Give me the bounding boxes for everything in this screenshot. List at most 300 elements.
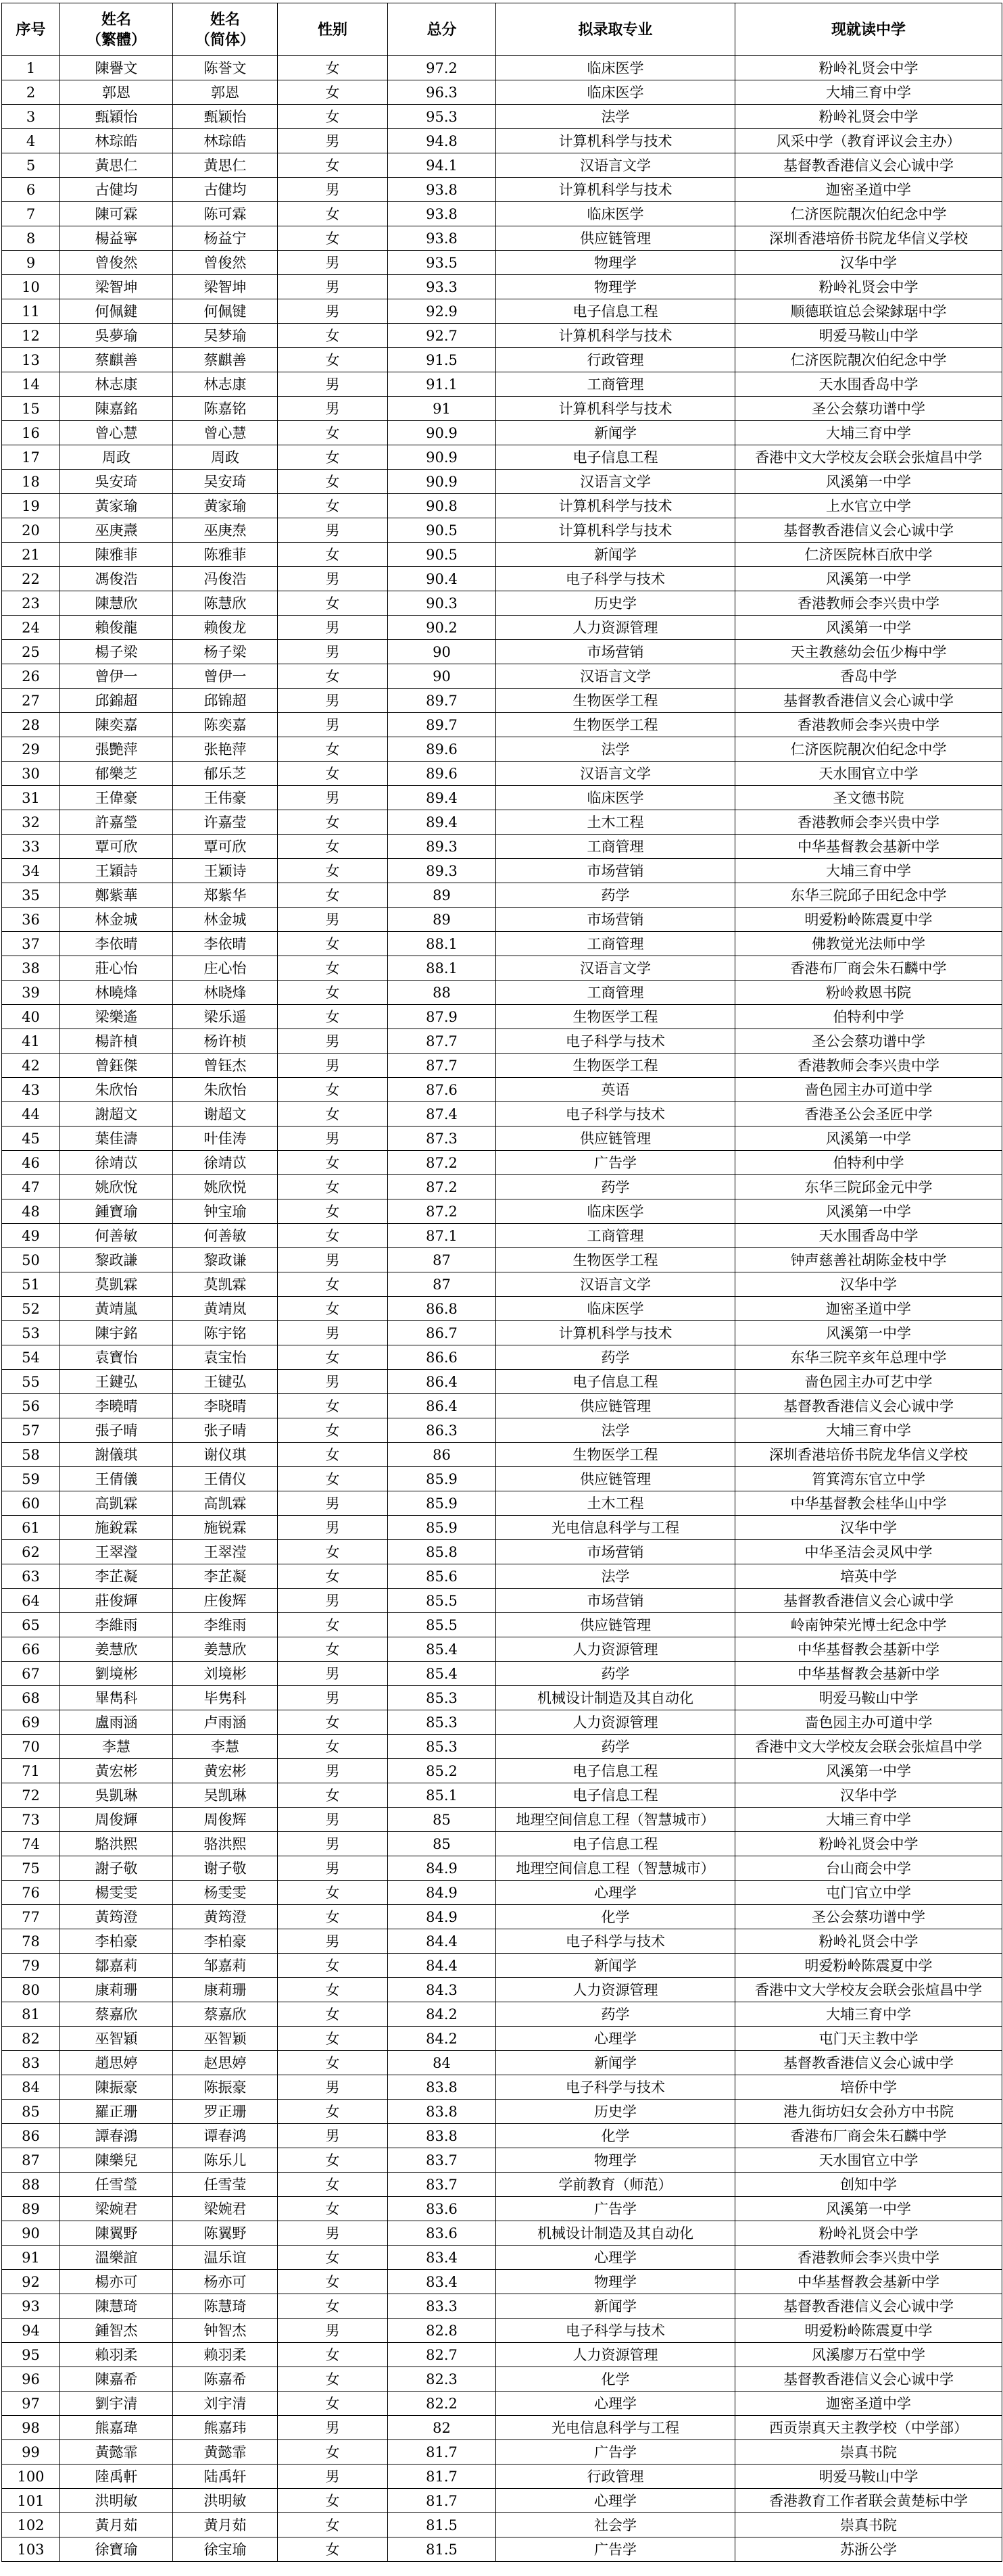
cell-school: 仁济医院靚次伯纪念中学 [735,202,1002,226]
cell-school: 香港中文大学校友会联会张煊昌中学 [735,445,1002,470]
table-row [2,421,1002,445]
cell-school: 风溪第一中学 [735,2197,1002,2221]
cell-gender: 女 [278,2367,388,2392]
cell-index: 93 [2,2294,60,2319]
cell-index: 29 [2,737,60,762]
cell-major: 汉语言文学 [496,470,735,494]
cell-school: 深圳香港培侨书院龙华信义学校 [735,1443,1002,1467]
cell-name-simplified: 甄颖怡 [173,105,278,129]
cell-name-traditional: 徐靖苡 [60,1151,173,1175]
cell-score: 90.9 [388,421,496,445]
cell-major: 市场营销 [496,640,735,664]
cell-gender: 男 [278,2075,388,2100]
cell-name-traditional: 朱欣怡 [60,1078,173,1102]
cell-name-simplified: 钟智杰 [173,2319,278,2343]
cell-index: 91 [2,2246,60,2270]
cell-index: 8 [2,226,60,251]
cell-major: 物理学 [496,2148,735,2173]
cell-name-traditional: 陳樂兒 [60,2148,173,2173]
cell-index: 46 [2,1151,60,1175]
cell-score: 83.8 [388,2124,496,2148]
cell-score: 84.3 [388,1978,496,2002]
cell-gender: 女 [278,1345,388,1370]
cell-index: 45 [2,1126,60,1151]
table-row [2,689,1002,713]
cell-score: 91 [388,397,496,421]
cell-school: 香港圣公会圣匠中学 [735,1102,1002,1126]
cell-gender: 女 [278,956,388,981]
cell-school: 基督教香港信义会心诚中学 [735,518,1002,543]
table-row [2,2075,1002,2100]
cell-gender: 女 [278,2392,388,2416]
table-row [2,713,1002,737]
cell-major: 心理学 [496,2027,735,2051]
cell-score: 90 [388,664,496,689]
cell-name-simplified: 林金城 [173,908,278,932]
cell-school: 香港教师会李兴贵中学 [735,810,1002,835]
cell-major: 汉语言文学 [496,762,735,786]
cell-name-traditional: 施銳霖 [60,1516,173,1540]
cell-index: 68 [2,1686,60,1710]
cell-score: 97.2 [388,56,496,80]
header-name-simplified [173,3,278,56]
cell-name-traditional: 劉宇清 [60,2392,173,2416]
cell-name-traditional: 康莉珊 [60,1978,173,2002]
table-row [2,1102,1002,1126]
cell-index: 72 [2,1783,60,1808]
table-row [2,1735,1002,1759]
cell-name-simplified: 陈雅菲 [173,543,278,567]
cell-gender: 男 [278,616,388,640]
cell-major: 广告学 [496,2537,735,2562]
cell-gender: 女 [278,2343,388,2367]
cell-school: 基督教香港信义会心诚中学 [735,153,1002,178]
cell-name-traditional: 熊嘉瑋 [60,2416,173,2440]
cell-school: 明爱粉岭陈震夏中学 [735,908,1002,932]
cell-score: 93.3 [388,275,496,299]
cell-index: 52 [2,1297,60,1321]
table-row [2,129,1002,153]
cell-school: 上水官立中学 [735,494,1002,518]
cell-score: 87.7 [388,1054,496,1078]
table-row [2,1637,1002,1662]
cell-name-simplified: 黄靖岚 [173,1297,278,1321]
table-row [2,2537,1002,2562]
cell-school: 筲箕湾东官立中学 [735,1467,1002,1491]
cell-major: 人力资源管理 [496,1710,735,1735]
header-gender [278,3,388,56]
cell-index: 47 [2,1175,60,1199]
cell-score: 86.6 [388,1345,496,1370]
cell-name-traditional: 馮俊浩 [60,567,173,591]
cell-index: 55 [2,1370,60,1394]
table-row [2,56,1002,80]
cell-index: 54 [2,1345,60,1370]
cell-index: 95 [2,2343,60,2367]
cell-score: 93.8 [388,226,496,251]
cell-score: 85 [388,1832,496,1856]
cell-gender: 男 [278,1808,388,1832]
cell-name-traditional: 賴羽柔 [60,2343,173,2367]
cell-score: 93.8 [388,178,496,202]
cell-score: 90.9 [388,445,496,470]
table-row [2,932,1002,956]
cell-name-traditional: 劉境彬 [60,1662,173,1686]
cell-major: 工商管理 [496,981,735,1005]
cell-name-traditional: 蔡麒善 [60,348,173,372]
cell-name-traditional: 駱洪熙 [60,1832,173,1856]
table-row [2,105,1002,129]
cell-gender: 女 [278,810,388,835]
cell-name-simplified: 徐宝瑜 [173,2537,278,2562]
cell-name-traditional: 李柏豪 [60,1929,173,1954]
cell-name-traditional: 陳嘉銘 [60,397,173,421]
cell-name-traditional: 羅正珊 [60,2100,173,2124]
cell-name-simplified: 刘宇清 [173,2392,278,2416]
cell-gender: 女 [278,1224,388,1248]
table-row [2,324,1002,348]
cell-gender: 女 [278,835,388,859]
cell-name-simplified: 王颖诗 [173,859,278,883]
table-row [2,2343,1002,2367]
cell-gender: 女 [278,1005,388,1029]
cell-name-traditional: 楊雯雯 [60,1881,173,1905]
cell-name-simplified: 高凯霖 [173,1491,278,1516]
cell-major: 市场营销 [496,1589,735,1613]
cell-name-traditional: 陳宇銘 [60,1321,173,1345]
cell-name-simplified: 梁婉君 [173,2197,278,2221]
table-row [2,981,1002,1005]
cell-name-traditional: 吳凱琳 [60,1783,173,1808]
cell-score: 87.3 [388,1126,496,1151]
table-row [2,251,1002,275]
table-row [2,2513,1002,2537]
cell-name-simplified: 王倩仪 [173,1467,278,1491]
cell-school: 风溪第一中学 [735,470,1002,494]
cell-index: 10 [2,275,60,299]
cell-name-simplified: 张艳萍 [173,737,278,762]
cell-index: 5 [2,153,60,178]
cell-gender: 男 [278,1248,388,1272]
cell-score: 83.8 [388,2100,496,2124]
cell-school: 明爱马鞍山中学 [735,2464,1002,2489]
cell-major: 汉语言文学 [496,664,735,689]
cell-index: 14 [2,372,60,397]
table-row [2,1783,1002,1808]
cell-name-traditional: 梁婉君 [60,2197,173,2221]
cell-index: 70 [2,1735,60,1759]
table-row [2,2294,1002,2319]
cell-gender: 女 [278,494,388,518]
cell-gender: 男 [278,1516,388,1540]
cell-index: 30 [2,762,60,786]
cell-name-simplified: 杨雯雯 [173,1881,278,1905]
cell-name-traditional: 黃靖嵐 [60,1297,173,1321]
table-row [2,1686,1002,1710]
cell-name-simplified: 蔡麒善 [173,348,278,372]
cell-gender: 女 [278,664,388,689]
cell-index: 96 [2,2367,60,2392]
cell-major: 地理空间信息工程（智慧城市） [496,1808,735,1832]
header-name-simplified-line: （简体） [195,30,255,49]
cell-index: 56 [2,1394,60,1418]
cell-index: 32 [2,810,60,835]
cell-index: 58 [2,1443,60,1467]
cell-major: 心理学 [496,2392,735,2416]
cell-major: 汉语言文学 [496,956,735,981]
cell-name-simplified: 杨益宁 [173,226,278,251]
cell-name-traditional: 王穎詩 [60,859,173,883]
cell-index: 13 [2,348,60,372]
cell-name-simplified: 施锐霖 [173,1516,278,1540]
cell-school: 汉华中学 [735,251,1002,275]
cell-school: 苏浙公学 [735,2537,1002,2562]
cell-school: 东华三院邱子田纪念中学 [735,883,1002,908]
cell-index: 22 [2,567,60,591]
cell-school: 崇真书院 [735,2440,1002,2464]
table-row [2,786,1002,810]
cell-name-simplified: 冯俊浩 [173,567,278,591]
cell-gender: 男 [278,2319,388,2343]
cell-name-simplified: 邱锦超 [173,689,278,713]
cell-school: 粉岭礼贤会中学 [735,56,1002,80]
table-row [2,372,1002,397]
cell-index: 16 [2,421,60,445]
cell-major: 供应链管理 [496,1394,735,1418]
cell-gender: 女 [278,1564,388,1589]
cell-score: 83.4 [388,2270,496,2294]
cell-index: 97 [2,2392,60,2416]
cell-index: 94 [2,2319,60,2343]
table-row [2,2392,1002,2416]
cell-name-simplified: 覃可欣 [173,835,278,859]
cell-score: 82.2 [388,2392,496,2416]
cell-gender: 女 [278,1710,388,1735]
cell-name-traditional: 曾伊一 [60,664,173,689]
cell-index: 88 [2,2173,60,2197]
cell-gender: 女 [278,2246,388,2270]
table-row [2,956,1002,981]
cell-index: 27 [2,689,60,713]
cell-school: 香港布厂商会朱石麟中学 [735,2124,1002,2148]
cell-index: 71 [2,1759,60,1783]
cell-gender: 女 [278,348,388,372]
cell-school: 汉华中学 [735,1516,1002,1540]
cell-major: 机械设计制造及其自动化 [496,2221,735,2246]
cell-gender: 女 [278,1297,388,1321]
header-row [2,3,1002,56]
cell-major: 药学 [496,1345,735,1370]
cell-name-traditional: 高凱霖 [60,1491,173,1516]
cell-school: 迦密圣道中学 [735,2392,1002,2416]
cell-major: 市场营销 [496,908,735,932]
cell-name-simplified: 黄宏彬 [173,1759,278,1783]
table-row [2,2148,1002,2173]
cell-score: 84.2 [388,2027,496,2051]
cell-name-traditional: 莊心怡 [60,956,173,981]
table-row [2,1954,1002,1978]
cell-gender: 女 [278,1394,388,1418]
cell-index: 102 [2,2513,60,2537]
cell-gender: 男 [278,178,388,202]
cell-name-simplified: 李芷凝 [173,1564,278,1589]
cell-name-traditional: 覃可欣 [60,835,173,859]
cell-score: 85.9 [388,1491,496,1516]
cell-name-traditional: 黃月茹 [60,2513,173,2537]
cell-major: 人力资源管理 [496,1637,735,1662]
cell-gender: 男 [278,2416,388,2440]
cell-school: 深圳香港培侨书院龙华信义学校 [735,226,1002,251]
cell-name-traditional: 姜慧欣 [60,1637,173,1662]
cell-major: 新闻学 [496,2051,735,2075]
cell-score: 86.7 [388,1321,496,1345]
cell-gender: 女 [278,1783,388,1808]
cell-score: 88.1 [388,956,496,981]
cell-name-simplified: 黎政谦 [173,1248,278,1272]
cell-gender: 女 [278,445,388,470]
cell-school: 粉岭礼贤会中学 [735,1832,1002,1856]
cell-school: 大埔三育中学 [735,421,1002,445]
table-row [2,1418,1002,1443]
cell-score: 83.4 [388,2246,496,2270]
cell-school: 大埔三育中学 [735,2002,1002,2027]
cell-major: 生物医学工程 [496,689,735,713]
cell-major: 电子信息工程 [496,1370,735,1394]
cell-score: 81.5 [388,2513,496,2537]
table-row [2,153,1002,178]
cell-school: 风溪第一中学 [735,567,1002,591]
table-row [2,1491,1002,1516]
table-row [2,1321,1002,1345]
cell-score: 85.3 [388,1735,496,1759]
cell-major: 临床医学 [496,202,735,226]
cell-score: 81.5 [388,2537,496,2562]
cell-name-simplified: 曾俊然 [173,251,278,275]
cell-gender: 女 [278,1272,388,1297]
cell-school: 香岛中学 [735,664,1002,689]
cell-school: 汉华中学 [735,1272,1002,1297]
cell-gender: 女 [278,2513,388,2537]
cell-school: 顺德联谊总会梁銶琚中学 [735,299,1002,324]
cell-major: 光电信息科学与工程 [496,2416,735,2440]
cell-index: 61 [2,1516,60,1540]
cell-score: 85.4 [388,1662,496,1686]
cell-name-simplified: 陈嘉希 [173,2367,278,2392]
cell-school: 明爱马鞍山中学 [735,1686,1002,1710]
cell-school: 风溪廖万石堂中学 [735,2343,1002,2367]
cell-name-simplified: 吴梦瑜 [173,324,278,348]
cell-school: 明爱粉岭陈震夏中学 [735,2319,1002,2343]
cell-school: 培侨中学 [735,2075,1002,2100]
cell-name-traditional: 曾俊然 [60,251,173,275]
cell-gender: 女 [278,2051,388,2075]
cell-index: 86 [2,2124,60,2148]
cell-name-traditional: 賴俊龍 [60,616,173,640]
table-row [2,616,1002,640]
cell-score: 90.2 [388,616,496,640]
cell-gender: 男 [278,1832,388,1856]
cell-school: 岭南钟荣光博士纪念中学 [735,1613,1002,1637]
cell-score: 82.3 [388,2367,496,2392]
cell-score: 84.9 [388,1881,496,1905]
cell-name-simplified: 洪明敏 [173,2489,278,2513]
cell-name-simplified: 王翠滢 [173,1540,278,1564]
cell-name-traditional: 蔡嘉欣 [60,2002,173,2027]
cell-major: 工商管理 [496,372,735,397]
cell-gender: 女 [278,883,388,908]
cell-score: 89 [388,908,496,932]
cell-score: 83.8 [388,2075,496,2100]
cell-name-simplified: 温乐谊 [173,2246,278,2270]
cell-name-simplified: 熊嘉玮 [173,2416,278,2440]
cell-name-traditional: 莫凱霖 [60,1272,173,1297]
cell-name-simplified: 陈慧琦 [173,2294,278,2319]
table-row [2,202,1002,226]
cell-gender: 男 [278,713,388,737]
table-row [2,1613,1002,1637]
table-row [2,1394,1002,1418]
cell-name-simplified: 陈振豪 [173,2075,278,2100]
cell-major: 法学 [496,1418,735,1443]
cell-school: 粉岭礼贤会中学 [735,2221,1002,2246]
cell-index: 26 [2,664,60,689]
cell-name-traditional: 黃思仁 [60,153,173,178]
cell-score: 89 [388,883,496,908]
cell-major: 计算机科学与技术 [496,178,735,202]
cell-score: 87 [388,1248,496,1272]
cell-major: 临床医学 [496,1297,735,1321]
cell-score: 94.1 [388,153,496,178]
cell-school: 大埔三育中学 [735,80,1002,105]
cell-name-simplified: 巫庚焘 [173,518,278,543]
cell-name-simplified: 梁智坤 [173,275,278,299]
cell-name-simplified: 吴凯琳 [173,1783,278,1808]
cell-gender: 女 [278,1102,388,1126]
cell-major: 市场营销 [496,1540,735,1564]
cell-gender: 男 [278,1370,388,1394]
cell-score: 89.3 [388,835,496,859]
table-row [2,1564,1002,1589]
table-row [2,1175,1002,1199]
cell-school: 西贡崇真天主教学校（中学部） [735,2416,1002,2440]
cell-gender: 男 [278,1054,388,1078]
cell-score: 82.8 [388,2319,496,2343]
cell-school: 基督教香港信义会心诚中学 [735,2367,1002,2392]
cell-major: 计算机科学与技术 [496,324,735,348]
cell-index: 64 [2,1589,60,1613]
table-row [2,226,1002,251]
cell-name-traditional: 鍾智杰 [60,2319,173,2343]
cell-name-traditional: 古健均 [60,178,173,202]
cell-school: 仁济医院靚次伯纪念中学 [735,348,1002,372]
cell-score: 84.4 [388,1954,496,1978]
cell-name-traditional: 陳奕嘉 [60,713,173,737]
cell-index: 75 [2,1856,60,1881]
cell-name-traditional: 李芷凝 [60,1564,173,1589]
cell-name-simplified: 姜慧欣 [173,1637,278,1662]
cell-major: 新闻学 [496,2294,735,2319]
cell-index: 36 [2,908,60,932]
cell-school: 中华基督教会基新中学 [735,1637,1002,1662]
table-row [2,1126,1002,1151]
cell-score: 91.5 [388,348,496,372]
cell-name-traditional: 何佩鍵 [60,299,173,324]
cell-school: 啬色园主办可艺中学 [735,1370,1002,1394]
cell-school: 创知中学 [735,2173,1002,2197]
cell-school: 香港教师会李兴贵中学 [735,2246,1002,2270]
cell-name-simplified: 朱欣怡 [173,1078,278,1102]
cell-score: 90.5 [388,543,496,567]
